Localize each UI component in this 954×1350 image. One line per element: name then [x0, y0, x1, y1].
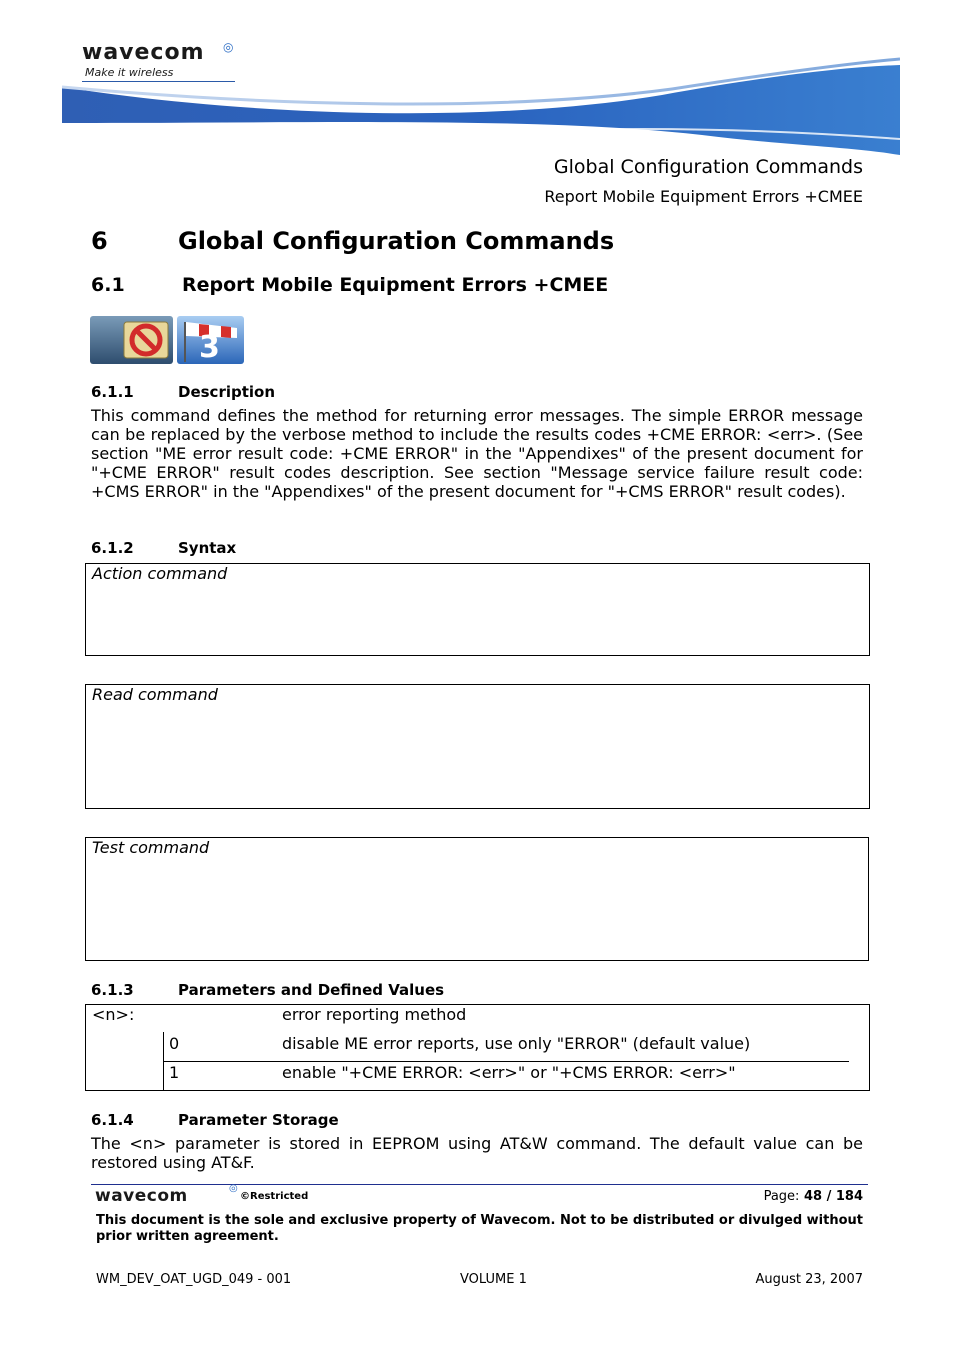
- footer-page-indicator: [764, 1189, 863, 1204]
- footer-restricted: ©Restricted: [240, 1191, 309, 1202]
- parameters-title: Parameters and Defined Values: [178, 981, 445, 999]
- description-text: This command defines the method for returning error messages. The simple ERROR message can be replaced by the verbose method to include the results codes +CME ERROR: <err>. (See section "ME error result code: +CME ERROR" in the "Appendixes" of the present document for "+CME ERROR" result codes description. See section "Message service failure result code: +CMS ERROR" in the "Appendixes" of the present document for "+CMS ERROR" result codes).: [91, 406, 863, 501]
- page-separator: /: [822, 1189, 836, 1204]
- page-total: 184: [835, 1189, 863, 1204]
- footer-logo-text: wavecom: [95, 1186, 188, 1206]
- not-supported-badge-icon: [90, 316, 173, 364]
- param-name: <n>:: [92, 1005, 135, 1024]
- value-row-separator: [163, 1061, 849, 1062]
- action-command-label: Action command: [92, 564, 228, 583]
- logo-swirl-icon: ◎: [223, 40, 234, 54]
- value-1-description: enable "+CME ERROR: <err>" or "+CMS ERROR: <err>": [282, 1063, 736, 1082]
- version-3-badge: [177, 316, 244, 364]
- syntax-number: 6.1.2: [91, 539, 134, 557]
- parameters-number: 6.1.3: [91, 981, 134, 999]
- footer-date: August 23, 2007: [755, 1272, 863, 1287]
- test-command-label: Test command: [92, 838, 210, 857]
- logo-text: wavecom: [82, 40, 205, 65]
- header-wave-banner: [62, 55, 900, 155]
- chapter-title: Global Configuration Commands: [178, 227, 615, 255]
- footer-volume: VOLUME 1: [460, 1272, 527, 1287]
- chapter-number: 6: [91, 227, 108, 255]
- value-0: 0: [169, 1034, 180, 1053]
- logo-tagline: Make it wireless: [85, 66, 174, 79]
- section-title: Report Mobile Equipment Errors +CMEE: [182, 274, 609, 296]
- section-number: 6.1: [91, 274, 125, 296]
- description-number: 6.1.1: [91, 383, 134, 401]
- action-command-box: [85, 563, 870, 656]
- read-command-box: [85, 684, 870, 809]
- description-title: Description: [178, 383, 276, 401]
- header-section-title: Report Mobile Equipment Errors +CMEE: [544, 187, 863, 206]
- test-command-box: [85, 837, 869, 961]
- storage-text: The <n> parameter is stored in EEPROM using AT&W command. The default value can be restored using AT&F.: [91, 1134, 863, 1172]
- value-0-description: disable ME error reports, use only "ERROR" (default value): [282, 1034, 751, 1053]
- parameters-table: [85, 1004, 870, 1091]
- header-chapter-title: Global Configuration Commands: [553, 156, 863, 178]
- read-command-label: Read command: [92, 685, 218, 704]
- footer-doc-ref: WM_DEV_OAT_UGD_049 - 001: [96, 1272, 292, 1287]
- footer-rule: [91, 1184, 868, 1185]
- badge-number: 3: [199, 330, 220, 365]
- syntax-title: Syntax: [178, 539, 237, 557]
- footer-notice: This document is the sole and exclusive property of Wavecom. Not to be distributed or divulged without prior written agreement.: [96, 1213, 863, 1244]
- value-1: 1: [169, 1063, 180, 1082]
- param-description: error reporting method: [282, 1005, 467, 1024]
- page-current: 48: [803, 1189, 823, 1204]
- footer-logo-swirl-icon: ◎: [229, 1183, 238, 1194]
- page-label: Page:: [763, 1189, 800, 1204]
- storage-number: 6.1.4: [91, 1111, 134, 1129]
- storage-title: Parameter Storage: [178, 1111, 339, 1129]
